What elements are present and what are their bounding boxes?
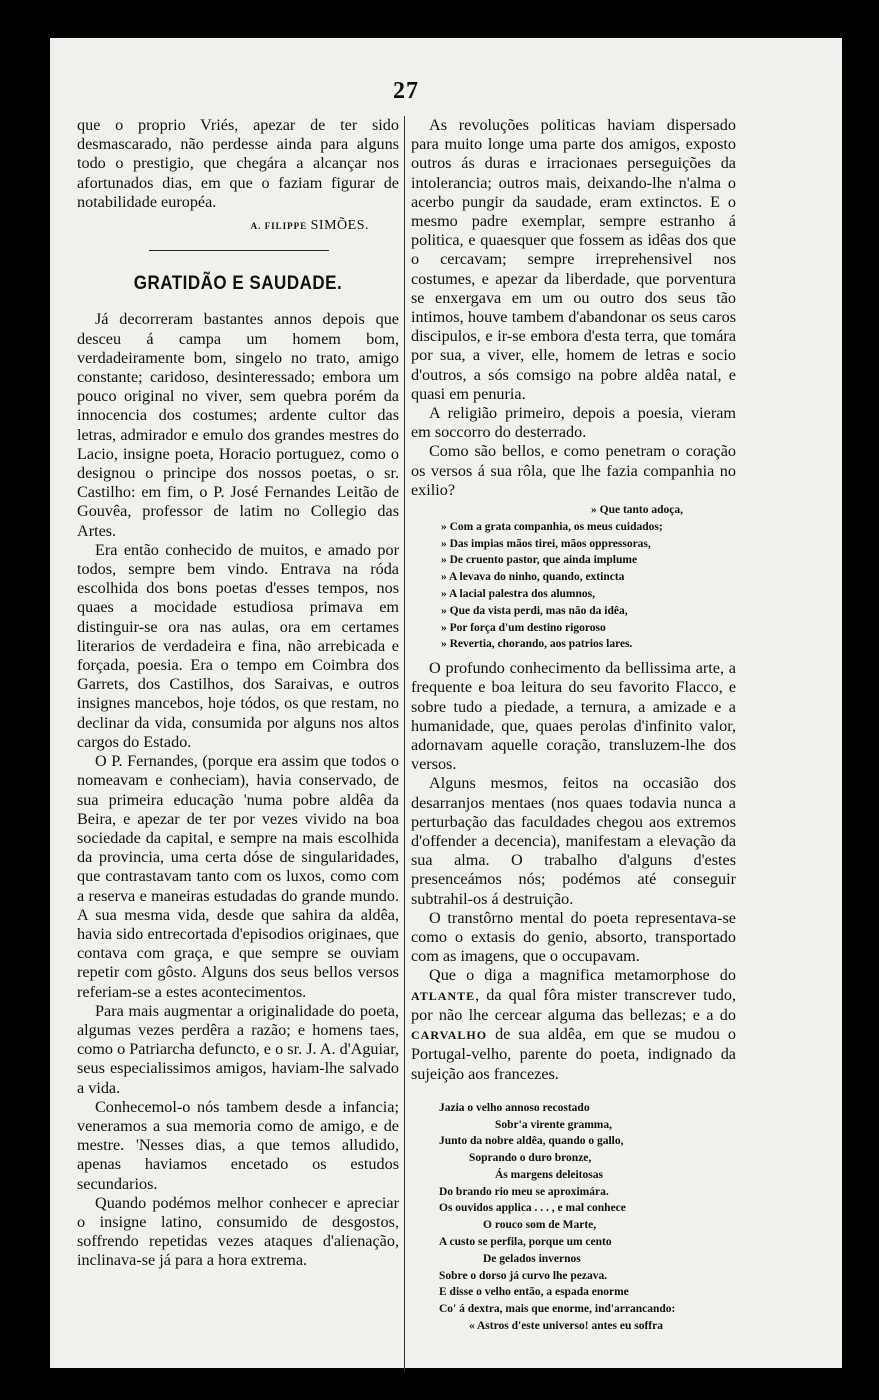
- title-atlante: ATLANTE: [411, 988, 476, 1003]
- body-paragraph: Alguns mesmos, feitos na occasião dos desarranjos mentaes (nos quaes todavia nunca a perturbação das faculdades chegou aos extremos d'offender a decencia), manifestam a elevação da sua alma. O trabalho d'alguns d'estes presenceámos nós; podémos até conseguir subtrahil-os á destruição.: [411, 774, 736, 908]
- verse-line: E disse o velho então, a espada enorme: [439, 1286, 629, 1299]
- body-paragraph: Para mais augmentar a originalidade do poeta, algumas vezes perdêra a razão; e homens taes, como o Patriarcha defuncto, e o sr. J. A. d'Aguiar, seus especialissimos amigos, haviam-lhe salvado a vida.: [77, 1001, 399, 1097]
- left-column: [77, 116, 399, 1271]
- verse-line: Junto da nobre aldêa, quando o gallo,: [439, 1135, 624, 1148]
- verse-line: Soprando o duro bronze,: [469, 1152, 592, 1165]
- para-text: de sua aldêa, em que se mudou o Portugal-velho, parente do poeta, indignado da sujeição aos francezes.: [411, 1025, 736, 1083]
- section-divider-rule: [149, 250, 329, 251]
- verse-quote-portugal-velho: [411, 1100, 736, 1335]
- signature-initial: A. FILIPPE: [250, 221, 308, 232]
- verse-line: Os ouvidos applica . . . , e mal conhece: [439, 1202, 626, 1215]
- page-number: 27: [393, 78, 419, 104]
- body-paragraph: A religião primeiro, depois a poesia, vieram em soccorro do desterrado.: [411, 404, 736, 442]
- verse-line: Ás margens deleitosas: [495, 1168, 603, 1181]
- verse-line: » Por força d'um destino rigoroso: [441, 621, 606, 634]
- verse-line: » De cruento pastor, que ainda implume: [441, 554, 638, 567]
- verse-line: » A lacial palestra dos alumnos,: [441, 588, 595, 601]
- column-divider: [404, 116, 405, 1372]
- para-text: , da qual fôra mister transcrever tudo, por não lhe cercear alguma das bellezas; e a do: [411, 985, 736, 1024]
- right-column: [411, 116, 736, 1341]
- body-paragraph: Como são bellos, e como penetram o coração os versos á sua rôla, que lhe fazia companhia no exilio?: [411, 442, 736, 499]
- intro-paragraph: que o proprio Vriés, apezar de ter sido desmascarado, não perdesse ainda para alguns todo o prestigio, que chegára a alcançar nos afortunados dias, em que o faziam figurar de notabilidade européa.: [77, 116, 399, 211]
- verse-line: Jazia o velho annoso recostado: [439, 1101, 590, 1114]
- verse-line: » Revertia, chorando, aos patrios lares.: [441, 638, 633, 651]
- verse-line: « Astros d'este universo! antes eu soffra: [469, 1320, 663, 1333]
- verse-line: Do brando rio meu se aproximára.: [439, 1185, 609, 1198]
- verse-line: O rouco som de Marte,: [483, 1219, 597, 1232]
- verse-line: De gelados invernos: [483, 1252, 581, 1265]
- signature: [77, 216, 369, 236]
- body-paragraph-atlante: [411, 966, 736, 1083]
- para-text: Que o diga a magnifica metamorphose do: [429, 966, 736, 985]
- verse-line: » A levava do ninho, quando, extincta: [441, 571, 625, 584]
- verse-line: Sobre o dorso já curvo lhe pezava.: [439, 1269, 608, 1282]
- verse-line: » Que da vista perdi, mas não da idêa,: [441, 604, 628, 617]
- verse-line: A custo se perfila, porque um cento: [439, 1236, 612, 1249]
- article-headline: GRATIDÃO E SAUDADE.: [133, 271, 343, 294]
- body-paragraph: Conhecemol-o nós tambem desde a infancia; veneramos a sua memoria como de amigo, e de mestre. 'Nesses dias, a que temos alludido, apenas haviamos encetado os estudos secundarios.: [77, 1097, 399, 1193]
- body-paragraph: O transtôrno mental do poeta representava-se como o extasis do genio, absorto, transportado com as imagens, que o occupavam.: [411, 908, 736, 966]
- verse-line: Sobr'a virente gramma,: [495, 1118, 613, 1131]
- verse-quote-rola: [411, 502, 736, 653]
- verse-line: » Que tanto adoça,: [591, 504, 683, 517]
- title-carvalho: CARVALHO: [411, 1028, 488, 1043]
- verse-line: » Com a grata companhia, os meus cuidados;: [441, 520, 663, 533]
- signature-name: SIMÕES.: [310, 218, 369, 234]
- body-paragraph: O P. Fernandes, (porque era assim que todos o nomeavam e conheciam), havia conservado, de sua primeira educação 'numa pobre aldêa da Beira, e apezar de ter por vezes vivido na boa sociedade da capital, e sempre na mais escolhida da provincia, uma certa dóse de singularidades, que contrastavam tanto com os luxos, como com a reserva e maneiras estudadas do grande mundo. A sua mesma vida, desde que sahira da aldêa, havia sido entrecortada d'episodios originaes, que contava com graça, e que sempre se ouviam repetir com gôsto. Alguns dos seus bellos versos referiam-se a estes acontecimentos.: [77, 752, 399, 1001]
- body-paragraph: Quando podémos melhor conhecer e apreciar o insigne latino, consumido de desgostos, soffrendo repetidas vezes ataques d'alienação, inclinava-se já para a hora extrema.: [77, 1193, 399, 1270]
- body-paragraph: As revoluções politicas haviam dispersado para muito longe uma parte dos amigos, exposto outros ás duras e irracionaes perseguições da intolerancia; outros mais, deixando-lhe n'alma o acerbo pungir da saudade, eram extinctos. E o mesmo padre exemplar, sempre estranho á politica, e quaesquer que fossem as idêas dos que o cercavam; sempre irreprehensivel nos costumes, e apezar da liberdade, que porventura se enxergava em um ou outro dos seus tão intimos, houve tambem d'abandonar os seus caros discipulos, e ir-se embora d'esta terra, que tomára por sua, a viver, elle, homem de letras e socio d'outros, a sós comsigo na pobre aldêa natal, e quasi em penuria.: [411, 116, 736, 403]
- body-paragraph: O profundo conhecimento da bellissima arte, a frequente e boa leitura do seu favorito Flacco, e sobre tudo a piedade, a ternura, a amizade e a humanidade, que, quaes perolas d'infinito valor, adornavam aquelle coração, transluzem-lhe dos versos.: [411, 659, 736, 774]
- verse-line: » Das impias mãos tirei, mãos oppressoras,: [441, 537, 651, 550]
- verse-line: Co' á dextra, mais que enorme, ind'arrancando:: [439, 1303, 676, 1316]
- body-paragraph: Já decorreram bastantes annos depois que desceu á campa um homem bom, verdadeiramente bom, singelo no trato, amigo constante; caridoso, desinteressado; embora um pouco original no viver, sem quebra porém da innocencia dos costumes; ardente cultor das letras, admirador e emulo dos grandes mestres do Lacio, insigne poeta, Horacio portuguez, como o designou o principe dos nossos poetas, o sr. Castilho: em fim, o P. José Fernandes Leitão de Gouvêa, professor de latim no Collegio das Artes.: [77, 310, 399, 540]
- body-paragraph: Era então conhecido de muitos, e amado por todos, sempre bem vindo. Entrava na róda escolhida dos bons poetas d'esses tempos, nos quaes a mocidade estudiosa primava em distinguir-se ora nas aulas, ora em certames literarios de verdadeira e fina, não arrebicada e forçada, poesia. Era o tempo em Coimbra dos Garrets, dos Castilhos, dos Saraivas, e outros insignes mancebos, hoje tódos, os que restam, no declinar da vida, consumida por alguns nos altos cargos do Estado.: [77, 540, 399, 751]
